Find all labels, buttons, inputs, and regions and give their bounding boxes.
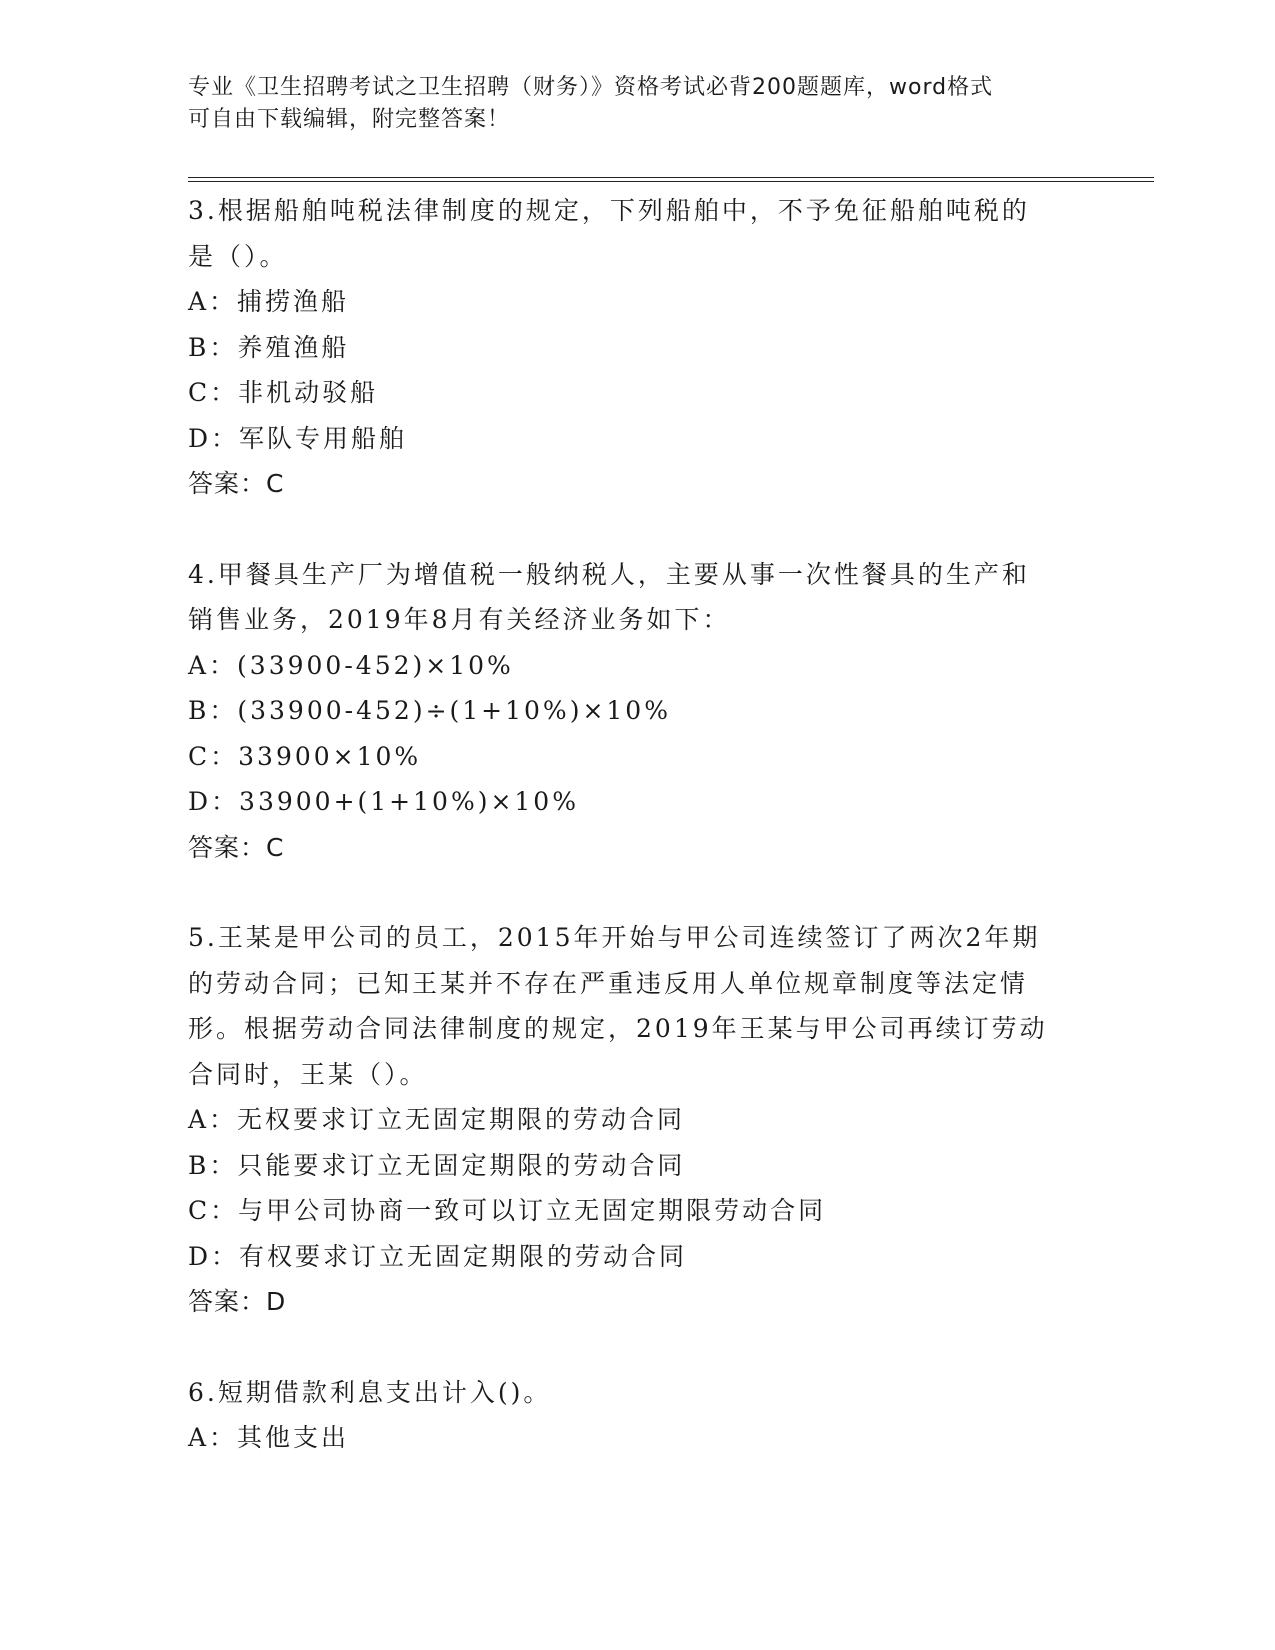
header-divider-top <box>188 177 1154 178</box>
option-d: D：军队专用船舶 <box>188 423 408 453</box>
question-stem-line: 合同时，王某（）。 <box>188 1059 428 1089</box>
header-divider-bottom <box>188 181 1154 182</box>
question-stem-line: 的劳动合同；已知王某并不存在严重违反用人单位规章制度等法定情 <box>188 968 1029 998</box>
question-stem-line: 3.根据船舶吨税法律制度的规定，下列船舶中，不予免征船舶吨税的 <box>188 196 1030 225</box>
option-c: C：33900×10% <box>188 741 422 771</box>
option-a: A：(33900-452)×10% <box>188 650 514 680</box>
document-header <box>188 72 1068 136</box>
option-b: B：(33900-452)÷(1+10%)×10% <box>188 696 671 725</box>
header-line-2: 可自由下载编辑，附完整答案！ <box>188 107 511 132</box>
option-c: C：非机动驳船 <box>188 378 379 407</box>
question-stem-line: 5.王某是甲公司的员工，2015年开始与甲公司连续签订了两次2年期 <box>188 923 1041 952</box>
option-b: B：养殖渔船 <box>188 332 350 362</box>
answer-line: 答案：C <box>188 832 285 862</box>
answer-line: 答案：D <box>188 1287 287 1316</box>
answer-line: 答案：C <box>188 469 285 498</box>
header-line-1: 专业《卫生招聘考试之卫生招聘（财务）》资格考试必背200题题库，word格式 <box>188 75 994 100</box>
option-d: D：有权要求订立无固定期限的劳动合同 <box>188 1241 688 1271</box>
option-a: A：捕捞渔船 <box>188 287 350 316</box>
question-6 <box>188 1370 1088 1461</box>
question-stem-line: 是（）。 <box>188 241 288 271</box>
question-4 <box>188 552 1088 871</box>
option-d: D：33900+(1+10%)×10% <box>188 787 579 816</box>
question-list <box>188 188 1088 1506</box>
option-a: A：无权要求订立无固定期限的劳动合同 <box>188 1105 686 1134</box>
question-3 <box>188 188 1088 507</box>
question-stem-line: 销售业务，2019年8月有关经济业务如下： <box>188 605 731 634</box>
option-b: B：只能要求订立无固定期限的劳动合同 <box>188 1150 686 1180</box>
option-a: A：其他支出 <box>188 1423 350 1452</box>
question-stem-line: 形。根据劳动合同法律制度的规定，2019年王某与甲公司再续订劳动 <box>188 1014 1048 1043</box>
question-stem-line: 6.短期借款利息支出计入()。 <box>188 1377 552 1407</box>
question-stem-line: 4.甲餐具生产厂为增值税一般纳税人，主要从事一次性餐具的生产和 <box>188 559 1030 589</box>
option-c: C：与甲公司协商一致可以订立无固定期限劳动合同 <box>188 1196 827 1225</box>
question-5 <box>188 915 1088 1325</box>
